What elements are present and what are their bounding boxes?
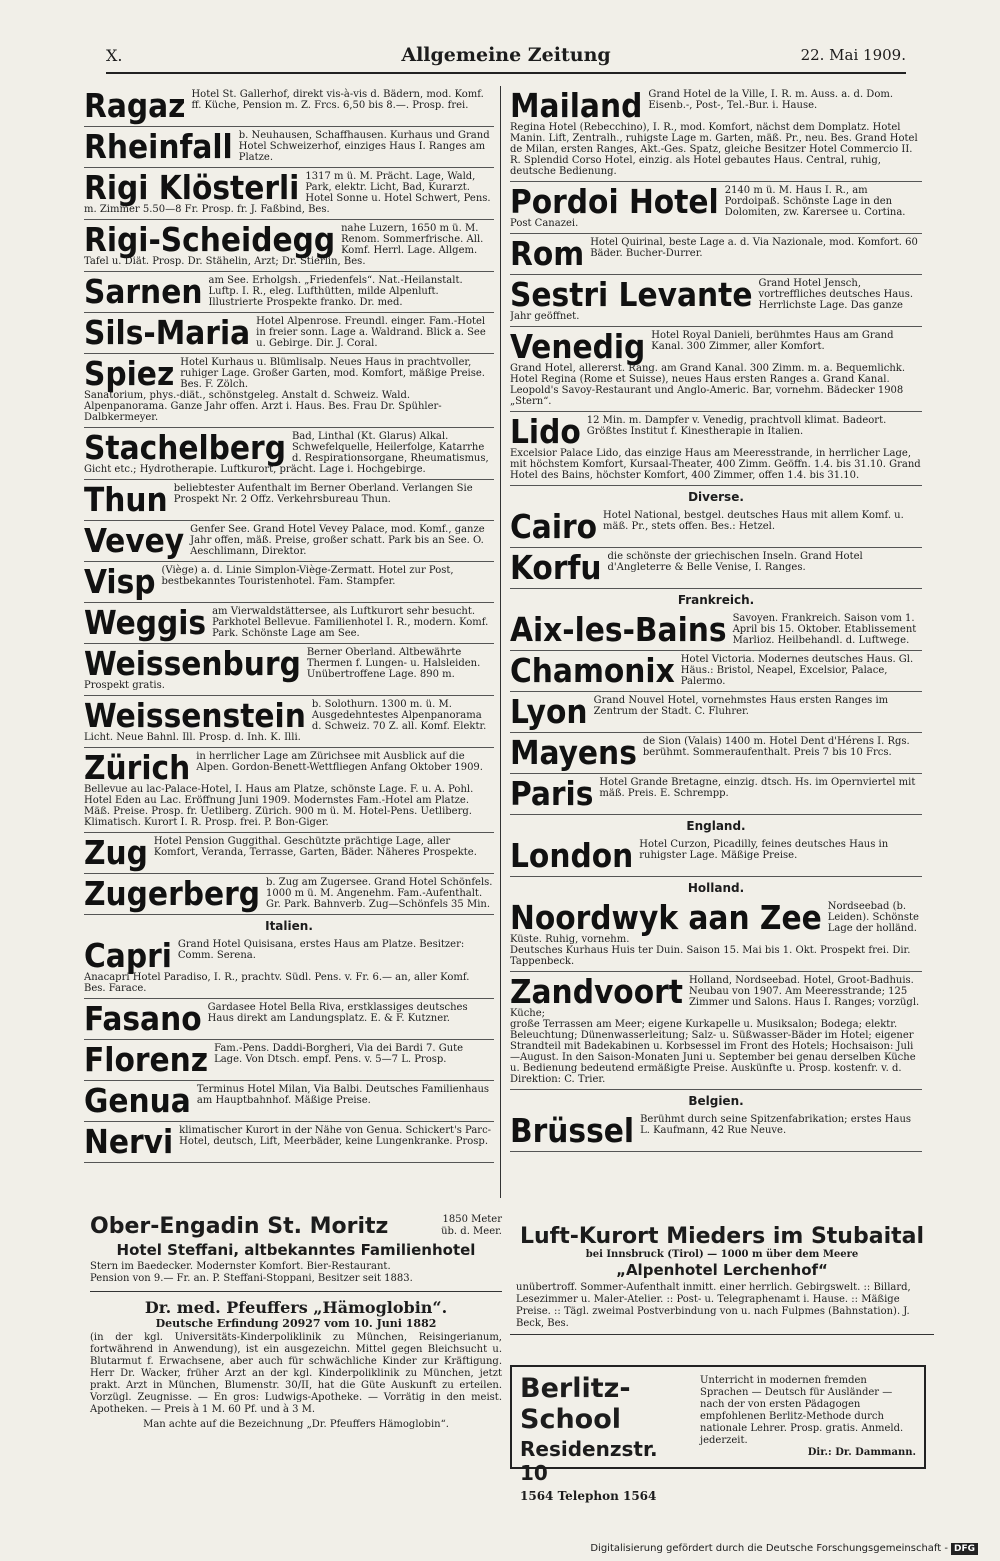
listing-extra-text: Deutsches Kurhaus Huis ter Duin. Saison 15. Mai bis 1. Okt. Prospekt frei. Dir. Tappenbeck. [510, 945, 911, 967]
listing-text: Genfer See. Grand Hotel Vevey Palace, mod. Komf., ganze Jahr offen, mäß. Preise, großer schatt. Park bis an See. O. Aeschlimann, Direktor. [190, 524, 485, 557]
listing-text: Hotel St. Gallerhof, direkt vis-à-vis d. Bädern, mod. Komf. ff. Küche, Pension m. Z. Frcs. 6,50 bis 8.—. Prosp. frei. [191, 89, 484, 111]
listing-place-name: Mailand [510, 86, 643, 125]
listing-text: Fam.-Pens. Daddi-Borgheri, Via dei Bardi 7. Gute Lage. Von Dtsch. empf. Pens. v. 5—7 L. Prosp. [214, 1043, 464, 1065]
listing-place-name: Weggis [84, 603, 207, 642]
newspaper-title: Allgemeine Zeitung [401, 44, 611, 66]
left-column [84, 86, 494, 1163]
listing-spiez [84, 354, 494, 428]
listing-place-name: Rigi Klösterli [84, 168, 300, 207]
listing-place-name: Mayens [510, 733, 637, 772]
listing-place-name: Korfu [510, 548, 602, 587]
listing-place-name: Zug [84, 833, 148, 872]
listing-nervi [84, 1122, 494, 1163]
listing-korfu [510, 548, 922, 589]
listing-paris [510, 774, 922, 815]
listing-text: klimatischer Kurort in der Nähe von Genua. Schickert's Parc-Hotel, deutsch, Lift, Meerbäder, keine Lungenkranke. Prosp. [179, 1125, 492, 1147]
listing-text: Terminus Hotel Milan, Via Balbi. Deutsches Familienhaus am Hauptbahnhof. Mäßige Preise. [196, 1084, 490, 1106]
listing-place-name: Brüssel [510, 1111, 635, 1150]
section-heading: Holland. [687, 881, 745, 895]
listing-text: Grand Hotel Jensch, vortreffliches deutsches Haus. Herrlichste Lage. Das ganze Jahr geöffnet. [510, 278, 914, 322]
ad-berlitz-phone: 1564 Telephon 1564 [520, 1489, 657, 1503]
listing-text: am See. Erholgsh. „Friedenfels“. Nat.-Heilanstalt. Luftp. I. R., eleg. Lufthütten, milde Alpenluft. Illustrierte Prospekte franko. Dr. med. [208, 275, 463, 308]
listing-text: Hotel Alpenrose. Freundl. einger. Fam.-Hotel in freier sonn. Lage a. Waldrand. Blick a. See u. Gebirge. Dir. J. Coral. [256, 316, 486, 349]
listing-place-name: Lido [510, 412, 581, 451]
ad-mieders-sub: bei Innsbruck (Tirol) — 1000 m über dem Meere [585, 1249, 859, 1260]
listing-mailand [510, 86, 922, 182]
listing-text: Hotel Curzon, Picadilly, feines deutsches Haus in ruhigster Lage. Mäßige Preise. [639, 839, 889, 861]
ad-berlitz [510, 1365, 926, 1503]
listing-place-name: London [510, 836, 634, 875]
listing-sarnen [84, 272, 494, 313]
listing-text: Hotel Grande Bretagne, einzig. dtsch. Hs. im Opernviertel mit mäß. Preis. E. Schrempp. [599, 777, 916, 799]
listing-extra-text: Grand Hotel, allererst. Rang. am Grand Kanal. 300 Zimm. m. a. Bequemlichk. Hotel Regina (Rome et Suisse), neues Haus ersten Ranges a. Grand Kanal. Leopold's Savoy-Restaurant und Anglo-Americ. Bar, vornehm. Bädecker 1908 „Stern“. [510, 363, 906, 407]
listing-text: Gardasee Hotel Bella Riva, erstklassiges deutsches Haus direkt am Landungsplatz. E. & F. Kutzner. [207, 1002, 468, 1024]
listing-text: b. Zug am Zugersee. Grand Hotel Schönfels. 1000 m ü. M. Angenehm. Fam.-Aufenthalt. Gr. Park. Bahnverb. Zug—Schönfels 35 Min. [266, 877, 493, 910]
listing-place-name: Capri [84, 936, 172, 975]
listing-rom [510, 234, 922, 275]
listing-text: Holland, Nordseebad. Hotel, Groot-Badhuis. Neubau von 1907. Am Meeresstrande; 125 Zimmer und Salons. Haus I. Ranges; vorzügl. Küche; [510, 975, 920, 1019]
dfg-logo: DFG [951, 1543, 978, 1555]
page-number: X. [106, 46, 123, 65]
listing-lido [510, 412, 922, 486]
listing-zürich [84, 748, 494, 833]
listing-place-name: Fasano [84, 999, 202, 1038]
ad-moritz-line2: Pension von 9.— Fr. an. P. Steffani-Stoppani, Besitzer seit 1883. [90, 1273, 413, 1284]
listing-place-name: Noordwyk aan Zee [510, 898, 822, 937]
ad-pfeuffer-title: Dr. med. Pfeuffers „Hämoglobin“. [144, 1298, 448, 1317]
listing-venedig [510, 327, 922, 412]
listing-place-name: Sils-Maria [84, 313, 251, 352]
listing-chamonix [510, 651, 922, 692]
listing-place-name: Sestri Levante [510, 275, 753, 314]
listing-place-name: Stachelberg [84, 428, 286, 467]
listing-text: Hotel Pension Guggithal. Geschützte prächtige Lage, aller Komfort, Veranda, Terrasse, Garten, Bäder. Näheres Prospekte. [153, 836, 477, 858]
listing-text: Nordseebad (b. Leiden). Schönste Lage der holländ. Küste. Ruhig, vornehm. [510, 901, 919, 945]
listing-text: Hotel Kurhaus u. Blümlisalp. Neues Haus in prachtvoller, ruhiger Lage. Großer Garten, mod. Komfort, mäßige Preise. Bes. F. Zölch. [180, 357, 485, 390]
listing-stachelberg [84, 428, 494, 480]
listing-place-name: Rom [510, 234, 585, 273]
ad-st-moritz [84, 1210, 508, 1435]
listing-rigi-klösterli [84, 168, 494, 220]
listing-text: Bad, Linthal (Kt. Glarus) Alkal. Schwefelquelle, Heilerfolge, Katarrhe d. Respirationsorgane, Rheumatismus, Gicht etc.; Hydrotherapie. Luftkurort, prächt. Lage i. Hochgebirge. [84, 431, 489, 475]
listing-text: Savoyen. Frankreich. Saison vom 1. April bis 15. Oktober. Etablissement Marlioz. Heilbehandl. d. Luftwege. [732, 613, 917, 646]
listing-text: 2140 m ü. M. Haus I. R., am Pordoipaß. Schönste Lage in den Dolomiten, zw. Karersee u. Cortina. Post Canazei. [510, 185, 906, 229]
listing-text: nahe Luzern, 1650 m ü. M. Renom. Sommerfrische. All. Komf. Herrl. Lage. Allgem. Tafel u. Diät. Prosp. Dr. Stähelin, Arzt; Dr. Stierlin, Bes. [84, 223, 484, 267]
listing-extra-text: Bellevue au lac-Palace-Hotel, I. Haus am Platze, schönste Lage. F. u. A. Pohl. Hotel Eden au Lac. Eröffnung Juni 1909. Modernstes Fam.-Hotel am Platze. Mäß. Preise. Prosp. fr. Uetliberg. Zürich. 900 m ü. M. Hotel-Pens. Uetliberg. Klimatisch. Kurort I. R. Prosp. frei. P. Bon-Giger. [84, 784, 474, 828]
listing-place-name: Pordoi Hotel [510, 182, 719, 221]
listing-london [510, 836, 922, 877]
listing-lyon [510, 692, 922, 733]
listing-ragaz [84, 86, 494, 127]
ad-berlitz-text: Unterricht in modernen fremden Sprachen — Deutsch für Ausländer — nach der von ersten Pädagogen empfohlenen Berlitz-Methode durch nationale Lehrer. Prosp. gratis. Anmeld. jederzeit. [700, 1375, 904, 1446]
listing-rheinfall [84, 127, 494, 168]
listing-place-name: Nervi [84, 1122, 174, 1161]
listing-text: am Vierwaldstättersee, als Luftkurort sehr besucht. Parkhotel Bellevue. Familienhotel I. R., modern. Komf. Park. Schönste Lage am See. [212, 606, 489, 639]
right-column [510, 86, 922, 1152]
section-heading: Diverse. [688, 490, 744, 504]
section-heading: Belgien. [688, 1094, 744, 1108]
listing-text: 12 Min. m. Dampfer v. Venedig, prachtvoll klimat. Badeort. Größtes Institut f. Kinestherapie in Italien. [586, 415, 887, 437]
ad-moritz-title: Ober-Engadin St. Moritz [90, 1214, 389, 1239]
listing-place-name: Zürich [84, 748, 191, 787]
listing-thun [84, 480, 494, 521]
listing-zug [84, 833, 494, 874]
listing-zandvoort [510, 972, 922, 1090]
ad-mieders [510, 1220, 934, 1335]
ad-mieders-title: Luft-Kurort Mieders im Stubaital [519, 1224, 925, 1249]
section-heading: Frankreich. [677, 593, 755, 607]
listing-visp [84, 562, 494, 603]
listing-place-name: Visp [84, 562, 156, 601]
listing-text: Grand Hotel Quisisana, erstes Haus am Platze. Besitzer: Comm. Serena. [177, 939, 465, 961]
section-heading: England. [686, 819, 746, 833]
listing-place-name: Ragaz [84, 86, 186, 125]
listing-capri [84, 936, 494, 999]
listing-sestri-levante [510, 275, 922, 327]
listing-zugerberg [84, 874, 494, 915]
digitization-footer [590, 1543, 978, 1555]
listing-text: 1317 m ü. M. Prächt. Lage, Wald, Park, elektr. Licht, Bad, Kurarzt. Hotel Sonne u. Hotel Schwert, Pens. m. Zimmer 5.50—8 Fr. Prosp. fr. J. Faßbind, Bes. [84, 171, 491, 215]
ad-pfeuffer-body: (in der kgl. Universitäts-Kinderpoliklinik zu München, Reisingerianum, fortwährend in Anwendung), ist ein ausgezeichn. Mittel gegen Bleichsucht u. Blutarmut f. Erwachsene, aber auch für schwächliche Kinder zur Kräftigung. Herr Dr. Wacker, früher Arzt an der kgl. Kinderpoliklinik zu München, jetzt prakt. Arzt in München, Blumenstr. 30/II, hat die Güte Auskunft zu erteilen. Vorzügl. Zeugnisse. — En gros: Ludwigs-Apotheke. — Vorrätig in den meist. Apotheken. — Preis à 1 M. 60 Pf. und à 3 M. [90, 1332, 502, 1415]
listing-text: beliebtester Aufenthalt im Berner Oberland. Verlangen Sie Prospekt Nr. 2 Offz. Verkehrsbureau Thun. [173, 483, 473, 505]
ad-moritz-line1: Stern im Baedecker. Modernster Komfort. Bier-Restaurant. [90, 1261, 391, 1272]
issue-date: 22. Mai 1909. [800, 46, 906, 64]
listing-place-name: Thun [84, 480, 168, 519]
listing-fasano [84, 999, 494, 1040]
listing-mayens [510, 733, 922, 774]
listing-genua [84, 1081, 494, 1122]
listing-text: Grand Hotel de la Ville, I. R. m. Auss. a. d. Dom. Eisenb.-, Post-, Tel.-Bur. i. Hause. [648, 89, 893, 111]
listing-weggis [84, 603, 494, 644]
listing-florenz [84, 1040, 494, 1081]
ad-pfeuffer-subtitle: Deutsche Erfindung 20927 vom 10. Juni 1882 [155, 1317, 437, 1330]
listing-text: (Viège) a. d. Linie Simplon-Viège-Zermatt. Hotel zur Post, bestbekanntes Touristenhotel. Fam. Stampfer. [161, 565, 454, 587]
footer-text: Digitalisierung gefördert durch die Deutsche Forschungsgemeinschaft - [590, 1543, 948, 1554]
listing-extra-text: große Terrassen am Meer; eigene Kurkapelle u. Musiksalon; Bodega; elektr. Beleuchtung; Dünenwasserleitung; Salz- u. Süßwasser-Bäder im Hotel; eigener Strandteil mit Badekabinen u. Korbsessel im Front des Hotels; Hochsaison: Juli—August. In den Saison-Monaten Juni u. September bei genau derselben Küche u. Bedienung bedeutend ermäßigte Preise. Auskünfte u. Prosp. kostenfr. v. d. Direktion: C. Trier. [510, 1019, 916, 1085]
listing-text: Berühmt durch seine Spitzenfabrikation; erstes Haus L. Kaufmann, 42 Rue Neuve. [640, 1114, 912, 1136]
listing-place-name: Aix-les-Bains [510, 610, 727, 649]
listing-text: de Sion (Valais) 1400 m. Hotel Dent d'Hérens I. Rgs. berühmt. Sommeraufenthalt. Preis 7 bis 10 Frcs. [642, 736, 910, 758]
listing-place-name: Zugerberg [84, 874, 261, 913]
listing-noordwyk-aan-zee [510, 898, 922, 972]
listing-place-name: Chamonix [510, 651, 675, 690]
listing-brüssel [510, 1111, 922, 1152]
ad-mieders-hotel: „Alpenhotel Lerchenhof“ [616, 1261, 828, 1279]
listing-aix-les-bains [510, 610, 922, 651]
section-heading: Italien. [265, 919, 313, 933]
listing-place-name: Genua [84, 1081, 191, 1120]
listing-text: Grand Nouvel Hotel, vornehmstes Haus ersten Ranges im Zentrum der Stadt. C. Fluhrer. [593, 695, 889, 717]
listing-cairo [510, 507, 922, 548]
listing-place-name: Zandvoort [510, 972, 683, 1011]
listing-place-name: Sarnen [84, 272, 203, 311]
listing-weissenburg [84, 644, 494, 696]
column-divider [500, 86, 501, 1198]
listing-extra-text: Anacapri Hotel Paradiso, I. R., prachtv. Südl. Pens. v. Fr. 6.— an, aller Komf. Bes. Farace. [84, 972, 470, 994]
listing-rigi-scheidegg [84, 220, 494, 272]
listing-text: Hotel Victoria. Modernes deutsches Haus. Gl. Häus.: Bristol, Neapel, Excelsior, Palace, Palermo. [680, 654, 914, 687]
listing-extra-text: Excelsior Palace Lido, das einzige Haus am Meeresstrande, in herrlicher Lage, mit höchstem Komfort, Kursaal-Theater, 400 Zimm. Geöffn. 1.4. bis 31.10. Grand Hotel des Bains, höchster Komfort, 400 Zimmer, offen 1.4. bis 31.10. [510, 448, 921, 481]
ad-pfeuffer-footer: Man achte auf die Bezeichnung „Dr. Pfeuffers Hämoglobin“. [143, 1419, 449, 1430]
listing-place-name: Cairo [510, 507, 598, 546]
listing-place-name: Paris [510, 774, 594, 813]
listing-text: b. Neuhausen, Schaffhausen. Kurhaus und Grand Hotel Schweizerhof, einziges Haus I. Ranges am Platze. [238, 130, 490, 163]
ad-berlitz-name: Berlitz-School [520, 1373, 631, 1435]
listing-place-name: Vevey [84, 521, 185, 560]
listing-text: die schönste der griechischen Inseln. Grand Hotel d'Angleterre & Belle Venise, I. Ranges. [607, 551, 863, 573]
listing-text: b. Solothurn. 1300 m. ü. M. Ausgedehntestes Alpenpanorama d. Schweiz. 70 Z. all. Komf. Elektr. Licht. Neue Bahnl. Ill. Prosp. d. Inh. K. Illi. [84, 699, 487, 743]
listing-text: Berner Oberland. Altbewährte Thermen f. Lungen- u. Halsleiden. Unübertroffene Lage. 890 m. Prospekt gratis. [84, 647, 481, 691]
listing-place-name: Venedig [510, 327, 646, 366]
ad-berlitz-address: Residenzstr. 10 [520, 1437, 658, 1485]
page-header [106, 38, 906, 76]
listing-text: in herrlicher Lage am Zürichsee mit Ausblick auf die Alpen. Gordon-Benett-Wettfliegen Anfang Oktober 1909. [196, 751, 483, 773]
ad-berlitz-director: Dir.: Dr. Dammann. [807, 1447, 916, 1458]
listing-place-name: Weissenstein [84, 696, 306, 735]
header-rule [106, 72, 906, 74]
listing-sils-maria [84, 313, 494, 354]
listing-place-name: Spiez [84, 354, 175, 393]
listing-text: Hotel Royal Danieli, berühmtes Haus am Grand Kanal. 300 Zimmer, aller Komfort. [651, 330, 894, 352]
listing-place-name: Rheinfall [84, 127, 233, 166]
listing-place-name: Florenz [84, 1040, 209, 1079]
ad-moritz-altitude: 1850 Meter üb. d. Meer. [441, 1214, 502, 1237]
listing-vevey [84, 521, 494, 562]
listing-weissenstein [84, 696, 494, 748]
listing-place-name: Lyon [510, 692, 588, 731]
listing-extra-text: Regina Hotel (Rebecchino), I. R., mod. Komfort, nächst dem Domplatz. Hotel Manin. Lift, Zentralh., ruhigste Lage m. Garten, mäß. Pr., neu. Bes. Grand Hotel de Milan, ersten Ranges, Akt.-Ges. Spatz, gleiche Besitzer Hotel Commercio II. R. Splendid Corso Hotel, einzig. als Hotel gebautes Haus. Central, ruhig, deutsche Bedienung. [510, 122, 918, 177]
ad-mieders-body: unübertroff. Sommer-Aufenthalt inmitt. einer herrlich. Gebirgswelt. :: Billard, Lesezimmer u. Maler-Atelier. :: Post- u. Telegraphenamt i. Hause. :: Mäßige Preise. :: Tägl. zweimal Postverbindung von u. nach Fulpmes (Bahnstation). J. Beck, Bes. [516, 1282, 911, 1329]
listing-text: Hotel National, bestgel. deutsches Haus mit allem Komf. u. mäß. Pr., stets offen. Bes.: Hetzel. [603, 510, 904, 532]
listing-text: Hotel Quirinal, beste Lage a. d. Via Nazionale, mod. Komfort. 60 Bäder. Bucher-Durrer. [590, 237, 918, 259]
listing-pordoi-hotel [510, 182, 922, 234]
ad-moritz-hotel: Hotel Steffani, altbekanntes Familienhotel [116, 1241, 476, 1259]
listing-place-name: Weissenburg [84, 644, 301, 683]
listing-extra-text: Sanatorium, phys.-diät., schönstgeleg. Anstalt d. Schweiz. Wald. Alpenpanorama. Ganze Jahr offen. Arzt i. Haus. Bes. Frau Dr. Spühler-Dalbkermeyer. [84, 390, 442, 423]
listing-place-name: Rigi-Scheidegg [84, 220, 336, 259]
